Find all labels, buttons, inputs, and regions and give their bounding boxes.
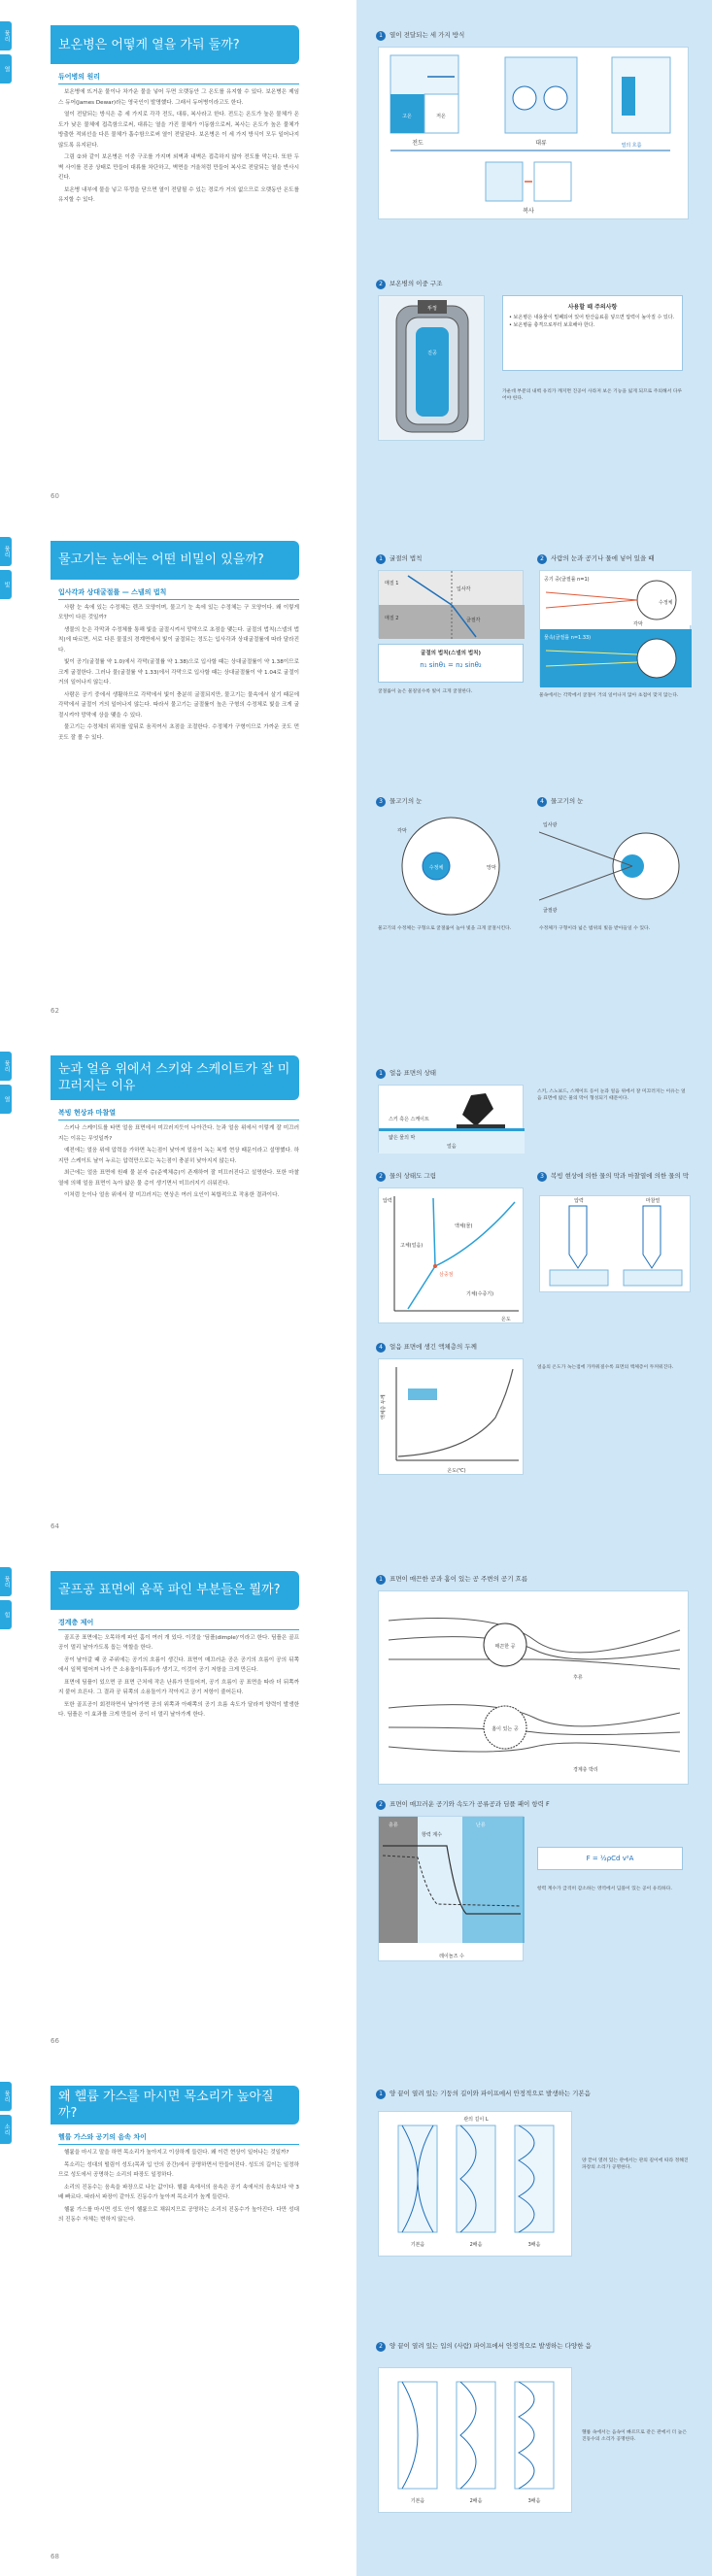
label: 관의 길이 L [463,2117,489,2124]
label: 기본음 [410,2498,425,2505]
label: 전도 [412,140,424,147]
ice-surface-diagram [379,1086,525,1154]
label: 물속(굴절률 n=1.33) [544,634,592,641]
figure-number: 4 [376,1343,386,1353]
fish-eye-range-diagram [539,813,691,920]
paragraph: 생물의 눈은 각막과 수정체를 통해 빛을 굴절시켜서 망막으로 초점을 맺는다. 굴절의 법칙(스넬의 법칙)에 따르면, 서로 다른 물질의 경계면에서 빛이 굴절되는 정도는 입사각과 상대굴절률에 따라 달라진다. [58,626,299,653]
figure-note: 물속에서는 각막에서 굴절이 거의 일어나지 않아 초점이 맞지 않는다. [539,692,679,698]
label: 공기 중(굴절률 n=1) [544,576,590,583]
side-tab[interactable]: 물리 [0,1567,12,1596]
label: 경계층 박리 [573,1766,598,1773]
figure-heading [376,2342,687,2352]
figure-column [356,516,712,1031]
figure-title: 얼음 표면의 상태 [390,1069,437,1078]
fish-eye-range-figure [539,813,691,920]
label: 열의 흐름 [621,143,642,149]
side-tab[interactable]: 소리 [0,2115,12,2144]
label: 고체(얼음) [400,1243,424,1250]
paragraph: 스키나 스케이트를 타면 얼음 표면에서 미끄러지듯이 나아간다. 눈과 얼음 위에서 이렇게 잘 미끄러지는 이유는 무엇일까? [58,1125,299,1142]
label: 액체(물) [455,1223,473,1230]
figure-title: 물고기의 눈 [390,796,423,805]
figure-number: 1 [376,1069,386,1079]
label: 매끈한 공 [494,1643,516,1650]
figure-note: 얼음의 온도가 녹는점에 가까워질수록 표면의 액체층이 두꺼워진다. [537,1365,674,1371]
section-subtitle: 듀어병의 원리 [58,72,299,84]
paragraph: 열이 전달되는 방식은 총 세 가지로 각각 전도, 대류, 복사라고 한다. 전도는 온도가 높은 물체가 온도가 낮은 물체에 접촉함으로써, 대류는 열을 가진 물체가 이동함으로써, 복사는 온도가 높은 물체가 방출한 적외선을 다른 물체가 흡수함으로써 열이 전달된다. 보온병은 이 세 가지 방식이 모두 일어나지 않도록 유지된다. [58,112,299,149]
human-eye-figure [539,570,691,686]
figure-note: 스키, 스노보드, 스케이트 등이 눈과 얼음 위에서 잘 미끄러지는 이유는 얼음 표면에 얇은 물의 막이 형성되기 때문이다. [537,1089,686,1102]
figure-number: 1 [376,554,386,564]
ice-layer-compare-diagram [540,1196,692,1293]
text-column [0,516,356,1031]
section-title: 눈과 얼음 위에서 스키와 스케이트가 잘 미끄러지는 이유 [51,1055,299,1100]
paragraph: 보온병에 뜨거운 물이나 차가운 물을 넣어 두면 오랫동안 그 온도를 유지할 수 있다. 보온병은 제임스 듀어(James Dewar)라는 영국인이 발명했다. 그래서 듀어병이라고도 한다. [58,89,299,106]
page-number: 62 [51,1007,59,1016]
figure-title: 물고기의 눈 [551,796,584,805]
figure-title: 열이 전달되는 세 가지 방식 [390,31,465,39]
label: 3배음 [527,2242,541,2249]
figure-title: 사람의 눈과 공기나 물에 넣어 있을 때 [551,553,655,562]
label: 고온 [402,114,412,119]
label: 2배음 [469,2242,483,2249]
label: 삼중점 [439,1272,454,1279]
figure-note: 헬륨 속에서는 음속이 빠르므로 같은 관에서 더 높은 진동수의 소리가 공명한다. [582,2430,687,2443]
section-title: 보온병은 어떻게 열을 가둬 둘까? [51,25,299,64]
figure-heading [376,554,522,564]
figure-heading [537,554,693,564]
text-column [0,2060,356,2576]
heat-transfer-diagram [379,48,690,220]
paragraph: 표면에 딤플이 있으면 공 표면 근처에 작은 난류가 만들어져, 공기 흐름이 공 표면을 따라 더 뒤쪽까지 붙어 흐른다. 그 결과 공 뒤쪽의 소용돌이가 작아지고 공기 저항이 줄어든다. [58,1679,299,1696]
label: 압력 [383,1198,392,1205]
human-eye-diagram [540,571,692,687]
label: 얼음 [447,1144,457,1151]
text-column [0,1546,356,2061]
label: 망막 [487,864,496,871]
paragraph: 빛이 공기(굴절률 약 1.0)에서 각막(굴절률 약 1.38)으로 입사할 때는 상대굴절률이 약 1.38이므로 크게 굴절한다. 그러나 물(굴절률 약 1.33)에서 각막으로 입사할 때는 상대굴절률이 약 1.04로 굴절이 거의 일어나지 않는다. [58,659,299,686]
section-ski-skate [0,1030,712,1546]
side-tabs [0,2082,12,2148]
section-helium-voice [0,2060,712,2576]
paragraph: 사람은 공기 중에서 생활하므로 각막에서 빛이 충분히 굴절되지만, 물고기는 물속에서 살기 때문에 각막에서 굴절이 거의 일어나지 않는다. 따라서 물고기는 굴절률이 높은 구형의 수정체로 빛을 크게 굴절시켜야 망막에 상을 맺을 수 있다. [58,691,299,719]
page-number: 68 [51,2552,59,2560]
phase-diagram-figure [378,1188,524,1323]
label: 진공 [427,351,437,356]
caution-box [502,295,683,371]
paragraph: 예전에는 얼음 위에 압력을 가하면 녹는점이 낮아져 얼음이 녹는 복빙 현상 때문이라고 설명했다. 하지만 스케이트 날이 누르는 압력만으로는 녹는점이 충분히 낮아지지 않는다. [58,1148,299,1164]
paragraph: 사람 눈 속에 있는 수정체는 렌즈 모양이며, 물고기 눈 속에 있는 수정체는 구 모양이다. 왜 이렇게 모양이 다른 것일까? [58,604,299,621]
figure-number: 1 [376,2090,386,2099]
side-tab[interactable]: 물리 [0,2082,12,2111]
label: 온도(℃) [447,1468,466,1475]
figure-heading [376,31,464,41]
figure-number: 2 [537,554,547,564]
section-golf-ball [0,1546,712,2061]
side-tabs [0,1052,12,1118]
figure-heading [537,797,583,807]
figure-number: 4 [537,797,547,807]
side-tab[interactable]: 물리 [0,1052,12,1081]
body-text [58,2148,299,2227]
side-tabs [0,537,12,603]
paragraph: 최근에는 얼음 표면에 원래 물 분자 층(준액체층)이 존재하여 잘 미끄러진다고 설명한다. 또한 마찰열에 의해 얼음 표면이 녹아 얇은 물 층이 생기면서 미끄러지기 쉬워진다. [58,1170,299,1187]
figure-column [356,2060,712,2576]
paragraph: 물고기는 수정체의 위치를 앞뒤로 움직여서 초점을 조절한다. 수정체가 구형이므로 가까운 곳도 먼 곳도 잘 볼 수 있다. [58,724,299,741]
paragraph: 헬륨을 마시고 말을 하면 목소리가 높아지고 이상하게 들린다. 왜 이런 현상이 일어나는 것일까? [64,2150,289,2157]
figure-heading [376,1069,436,1079]
label: 수정체 [659,599,673,606]
figure-column [356,0,712,516]
figure-heading [376,1575,687,1585]
body-text [58,1633,299,1723]
caution-item: • 보온병은 내용물이 밀폐되어 있어 탄산음료를 넣으면 압력이 높아질 수 있다. [509,315,675,320]
side-tab[interactable]: 빛 [0,570,12,599]
figure-title: 얼음 표면에 생긴 액체층의 두께 [390,1343,477,1352]
figure-number: 3 [537,1172,547,1182]
label: 수정체 [428,864,444,871]
figure-title: 표면이 매끈한 공과 홈이 있는 공 주변의 공기 흐름 [390,1574,528,1583]
label: 2배음 [469,2498,483,2505]
figure-title: 복빙 현상에 의한 물의 막과 마찰열에 의한 물의 막 [551,1172,690,1181]
phase-diagram [379,1188,525,1324]
figure-note: 가운데 부분의 내벽 유리가 깨지면 진공이 사라져 보온 기능을 잃게 되므로 주의해서 다루어야 한다. [502,389,683,401]
section-thermos [0,0,712,516]
figure-heading [537,1172,693,1182]
figure-heading [376,797,422,807]
label: 얇은 물의 막 [389,1135,416,1142]
label: 기체(수증기) [466,1291,494,1298]
figure-heading [376,1172,436,1182]
paragraph: 이처럼 눈이나 얼음 위에서 잘 미끄러지는 현상은 여러 요인이 복합적으로 작용한 결과이다. [64,1192,280,1199]
body-text [58,603,299,746]
figure-note: 물고기의 수정체는 구형으로 굴절률이 높아 빛을 크게 굴절시킨다. [378,925,512,931]
label: 뚜껑 [427,306,437,312]
figure-number: 3 [376,797,386,807]
label: 대류 [535,140,547,147]
side-tab[interactable]: 열 [0,54,12,84]
text-column [0,0,356,516]
label: 매질 1 [385,580,399,586]
text-column [0,1030,356,1546]
label: 압력 [574,1198,584,1205]
mouth-pipe-figure [378,2367,572,2513]
liquid-layer-chart [379,1359,525,1476]
paragraph: 보온병 내부에 물을 넣고 뚜껑을 닫으면 열이 전달될 수 있는 경로가 거의 없으므로 오랫동안 온도를 유지할 수 있다. [58,186,299,203]
thermos-figure [378,295,485,441]
figure-number: 2 [376,1800,386,1810]
figure-title: 굴절의 법칙 [390,553,423,562]
page-number: 64 [51,1522,59,1530]
section-subtitle: 헬륨 가스와 공기의 음속 차이 [58,2132,299,2145]
section-subtitle: 경계층 제어 [58,1618,299,1630]
figure-note: 수정체가 구형이라 넓은 범위의 빛을 받아들일 수 있다. [539,925,651,931]
label: 온도 [501,1317,511,1323]
figure-number: 2 [376,1172,386,1182]
label: 입사각 [457,585,471,592]
section-subtitle: 복빙 현상과 마찰열 [58,1108,299,1121]
label: 굴절광 [543,907,558,914]
refraction-diagram [379,571,525,639]
figure-heading [376,1343,477,1353]
liquid-layer-chart-figure [378,1358,524,1475]
body-text [58,87,299,208]
figure-title: 표면이 매끄러운 공기와 속도가 공류공과 딤플 패이 항력 F [390,1799,550,1808]
figure-heading [376,280,442,289]
figure-title: 양 끝이 열려 있는 입의 (사람) 파이프에서 안정적으로 발생하는 다양한 음 [390,2342,592,2351]
open-pipe-diagram [379,2112,573,2258]
figure-heading [376,1800,687,1810]
label: 입사광 [543,821,558,828]
refraction-figure [378,570,524,638]
label: 저온 [436,114,446,119]
side-tabs [0,21,12,87]
drag-chart-figure [378,1816,524,1961]
label: 굴절각 [466,617,481,623]
law-formula: n₁ sinθ₁ = n₂ sinθ₂ [420,660,482,669]
caution-title: 사용할 때 주의사항 [567,304,618,311]
figure-number: 2 [376,280,386,289]
side-tabs [0,1567,12,1633]
law-box [378,644,524,683]
side-tab[interactable]: 물리 [0,21,12,50]
label: 레이놀즈 수 [439,1953,464,1959]
page-number: 60 [51,491,59,500]
label: 항력 계수 [422,1831,442,1838]
drag-formula: F = ½ρCd v²A [537,1847,683,1870]
heat-transfer-figure [378,47,689,219]
side-tab[interactable]: 물리 [0,537,12,566]
paragraph: 또한 골프공이 회전하면서 날아가면 공의 위쪽과 아래쪽의 공기 흐름 속도가 달라져 양력이 발생한다. 딤플은 이 효과를 크게 만들어 공이 더 멀리 날아가게 한다. [58,1701,299,1719]
section-title: 물고기는 눈에는 어떤 비밀이 있을까? [51,541,299,580]
label: 복사 [523,208,534,215]
label: 후류 [573,1674,583,1681]
label: 층류 [389,1822,398,1828]
label: 3배음 [527,2498,541,2505]
law-title: 굴절의 법칙(스넬의 법칙) [421,650,481,656]
open-pipe-figure [378,2111,572,2257]
paragraph: 공이 날아갈 때 공 주위에는 공기의 흐름이 생긴다. 표면이 매끄러운 공은 공기의 흐름이 공의 뒤쪽에서 일찍 떨어져 나가 큰 소용돌이(후류)가 생기고, 이것이 공기 저항을 크게 만든다. [58,1656,299,1674]
figure-number: 1 [376,1575,386,1585]
fish-eye-figure [378,813,524,920]
airflow-diagram [379,1591,690,1786]
figure-number: 1 [376,31,386,41]
body-text [58,1123,299,1203]
ice-layer-compare-figure [539,1195,691,1292]
label: 각막 [397,827,407,834]
ice-surface-figure [378,1085,524,1153]
drag-chart [379,1817,525,1962]
label: 홈이 있는 공 [492,1725,519,1732]
figure-column [356,1546,712,2061]
section-fish-eye [0,516,712,1031]
section-title: 골프공 표면에 움푹 파인 부분들은 뭘까? [51,1571,299,1610]
side-tab[interactable]: 힘 [0,1600,12,1629]
label: 각막 [633,620,643,627]
paragraph: 소리의 진동수는 음속을 파장으로 나눈 값이다. 헬륨 속에서의 음속은 공기 속에서의 음속보다 약 3배 빠르다. 따라서 파장이 같아도 진동수가 높아져 목소리가 높게 들린다. [58,2184,299,2201]
figure-title: 양 끝이 열려 있는 기둥의 길이와 파이프에서 안정적으로 발생하는 기본음 [390,2090,591,2098]
figure-heading [376,2090,687,2099]
figure-number: 2 [376,2342,386,2352]
figure-title: 물의 상태도 그림 [390,1172,437,1181]
paragraph: 골프공 표면에는 오목하게 파인 홈이 여러 개 있다. 이것을 '딤플(dimple)'이라고 한다. 딤플은 골프공이 멀리 날아가도록 돕는 역할을 한다. [58,1634,299,1652]
section-title: 왜 헬륨 가스를 마시면 목소리가 높아질까? [51,2086,299,2124]
airflow-figure [378,1590,689,1785]
label: 매질 2 [385,615,399,621]
label: 액체층 두께 [381,1394,387,1421]
figure-column [356,1030,712,1546]
figure-title: 보온병의 이중 구조 [390,280,443,287]
mouth-pipe-diagram [379,2368,573,2514]
side-tab[interactable]: 열 [0,1085,12,1114]
label: 마찰열 [645,1198,661,1205]
page-number: 66 [51,2037,59,2046]
thermos-diagram [379,296,486,442]
label: 난류 [476,1822,486,1828]
caution-item: • 보온병을 충격으로부터 보호해야 한다. [509,321,595,328]
paragraph: 목소리는 성대의 떨림이 성도(목과 입 안의 공간)에서 공명하면서 만들어진다. 성도의 길이는 일정하므로 성도에서 공명하는 소리의 파장도 일정하다. [58,2161,299,2179]
figure-note: 양 끝이 열려 있는 관에서는 관의 길이에 따라 정해진 파장의 소리가 공명한다. [582,2158,689,2171]
label: 스키 혹은 스케이트 [389,1117,429,1123]
paragraph: 그림 ②와 같이 보온병은 이중 구조를 가지며 외벽과 내벽은 접촉하지 않아 전도를 막는다. 또한 두 벽 사이를 진공 상태로 만들어 대류를 차단하고, 벽면을 거울처럼 만들어 복사로 전달되는 열을 반사시킨다. [58,154,299,181]
label: 기본음 [410,2242,425,2249]
paragraph: 헬륨 가스를 마시면 성도 안이 헬륨으로 채워지므로 공명하는 소리의 진동수가 높아진다. 다만 성대의 진동수 자체는 변하지 않는다. [58,2206,299,2224]
figure-note: 굴절률이 높은 물질일수록 빛이 크게 굴절한다. [378,688,473,694]
figure-note: 항력 계수가 급격히 감소하는 영역에서 딤플이 있는 공이 유리하다. [537,1886,672,1891]
section-subtitle: 입사각과 상대굴절률 — 스넬의 법칙 [58,587,299,600]
fish-eye-diagram [378,813,524,920]
